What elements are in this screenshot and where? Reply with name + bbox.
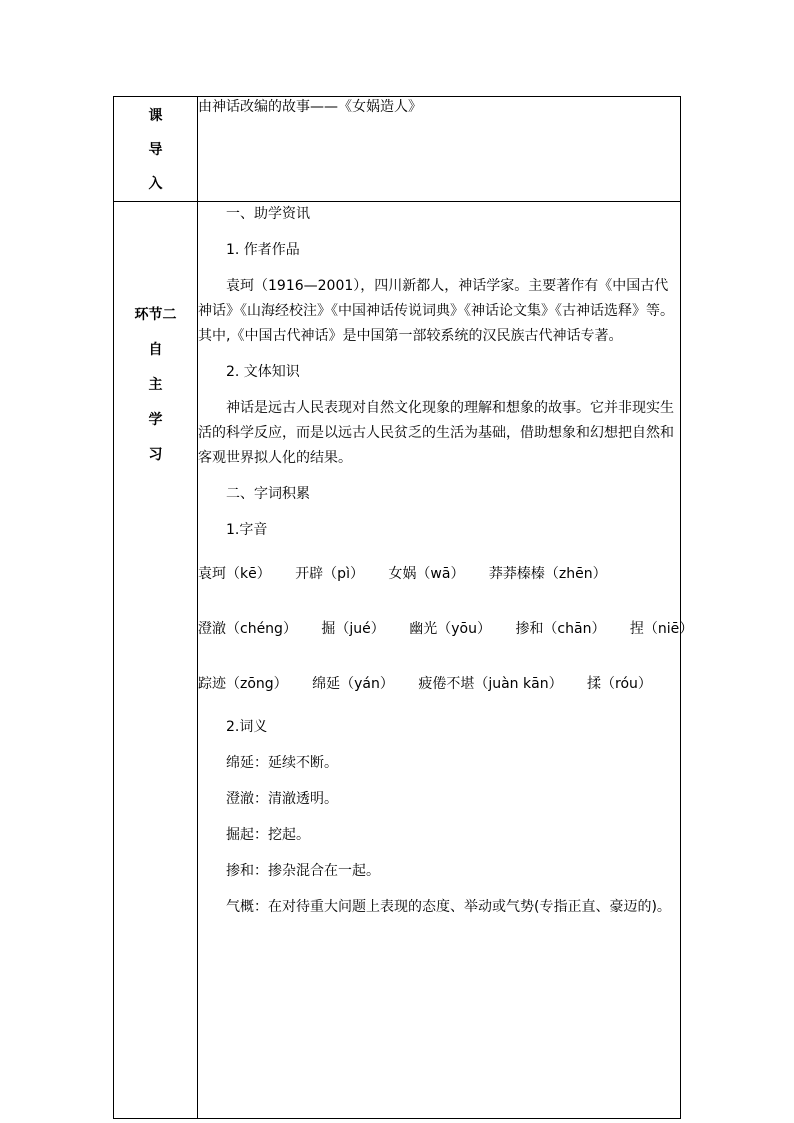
subsection-title: 1. 作者作品 bbox=[226, 242, 300, 258]
label-char: 自 bbox=[148, 342, 163, 358]
pinyin-item: 掘（jué） bbox=[321, 621, 385, 637]
label-char: 入 bbox=[148, 176, 163, 192]
intro-text-cell bbox=[198, 97, 681, 202]
intro-text: 由神话改编的故事——《女娲造人》 bbox=[198, 99, 422, 115]
label-char: 课 bbox=[148, 108, 163, 124]
subsection-title: 2. 文体知识 bbox=[226, 364, 300, 380]
intro-label-cell bbox=[114, 97, 198, 202]
pinyin-item: 揉（róu） bbox=[587, 676, 652, 692]
label-char: 主 bbox=[148, 377, 163, 393]
pinyin-item: 澄澈（chéng） bbox=[198, 621, 297, 637]
intro-row bbox=[114, 97, 681, 202]
self-study-label-cell bbox=[114, 202, 198, 1119]
pinyin-item: 女娲（wā） bbox=[388, 566, 465, 582]
section-heading: 一、助学资讯 bbox=[226, 206, 310, 222]
subsection-title: 1.字音 bbox=[226, 522, 268, 538]
label-char: 学 bbox=[148, 412, 163, 428]
label-char: 习 bbox=[148, 447, 163, 463]
pinyin-item: 幽光（yōu） bbox=[409, 621, 491, 637]
pinyin-item: 莽莽榛榛（zhēn） bbox=[488, 566, 607, 582]
vocab-item: 气概：在对待重大问题上表现的态度、举动或气势(专指正直、豪迈的)。 bbox=[226, 899, 671, 915]
pinyin-item: 掺和（chān） bbox=[515, 621, 606, 637]
pinyin-item: 袁珂（kē） bbox=[198, 566, 271, 582]
label-char: 导 bbox=[148, 142, 163, 158]
vocab-item: 掘起：挖起。 bbox=[226, 827, 310, 843]
pinyin-item: 疲倦不堪（juàn kān） bbox=[418, 676, 563, 692]
subsection-title: 2.词义 bbox=[226, 719, 268, 735]
genre-paragraph: 神话是远古人民表现对自然文化现象的理解和想象的故事。它并非现实生活的科学反应，而是以远古人民贫乏的生活为基础，借助想象和幻想把自然和客观世界拟人化的结果。 bbox=[198, 400, 674, 466]
vocab-item: 澄澈：清澈透明。 bbox=[226, 791, 338, 807]
vocab-item: 掺和：掺杂混合在一起。 bbox=[226, 863, 380, 879]
lesson-table bbox=[113, 96, 694, 1119]
pinyin-item: 开辟（pì） bbox=[295, 566, 364, 582]
pinyin-item: 捏（niē） bbox=[629, 621, 694, 637]
pinyin-row bbox=[198, 617, 694, 642]
section-heading: 二、字词积累 bbox=[226, 486, 310, 502]
author-paragraph: 袁珂（1916—2001），四川新都人，神话学家。主要著作有《中国古代神话》《山海经校注》《中国神话传说词典》《神话论文集》《古神话选释》等。其中,《中国古代神话》是中国第一部较系统的汉民族古代神话专著。 bbox=[198, 278, 674, 344]
pinyin-row bbox=[198, 562, 680, 587]
self-study-row bbox=[114, 202, 681, 1119]
pinyin-item: 踪迹（zōng） bbox=[198, 676, 288, 692]
pinyin-row bbox=[198, 672, 680, 697]
vocab-item: 绵延：延续不断。 bbox=[226, 755, 338, 771]
pinyin-item: 绵延（yán） bbox=[312, 676, 394, 692]
label-char: 环节二 bbox=[134, 307, 177, 323]
self-study-content bbox=[198, 202, 694, 1119]
